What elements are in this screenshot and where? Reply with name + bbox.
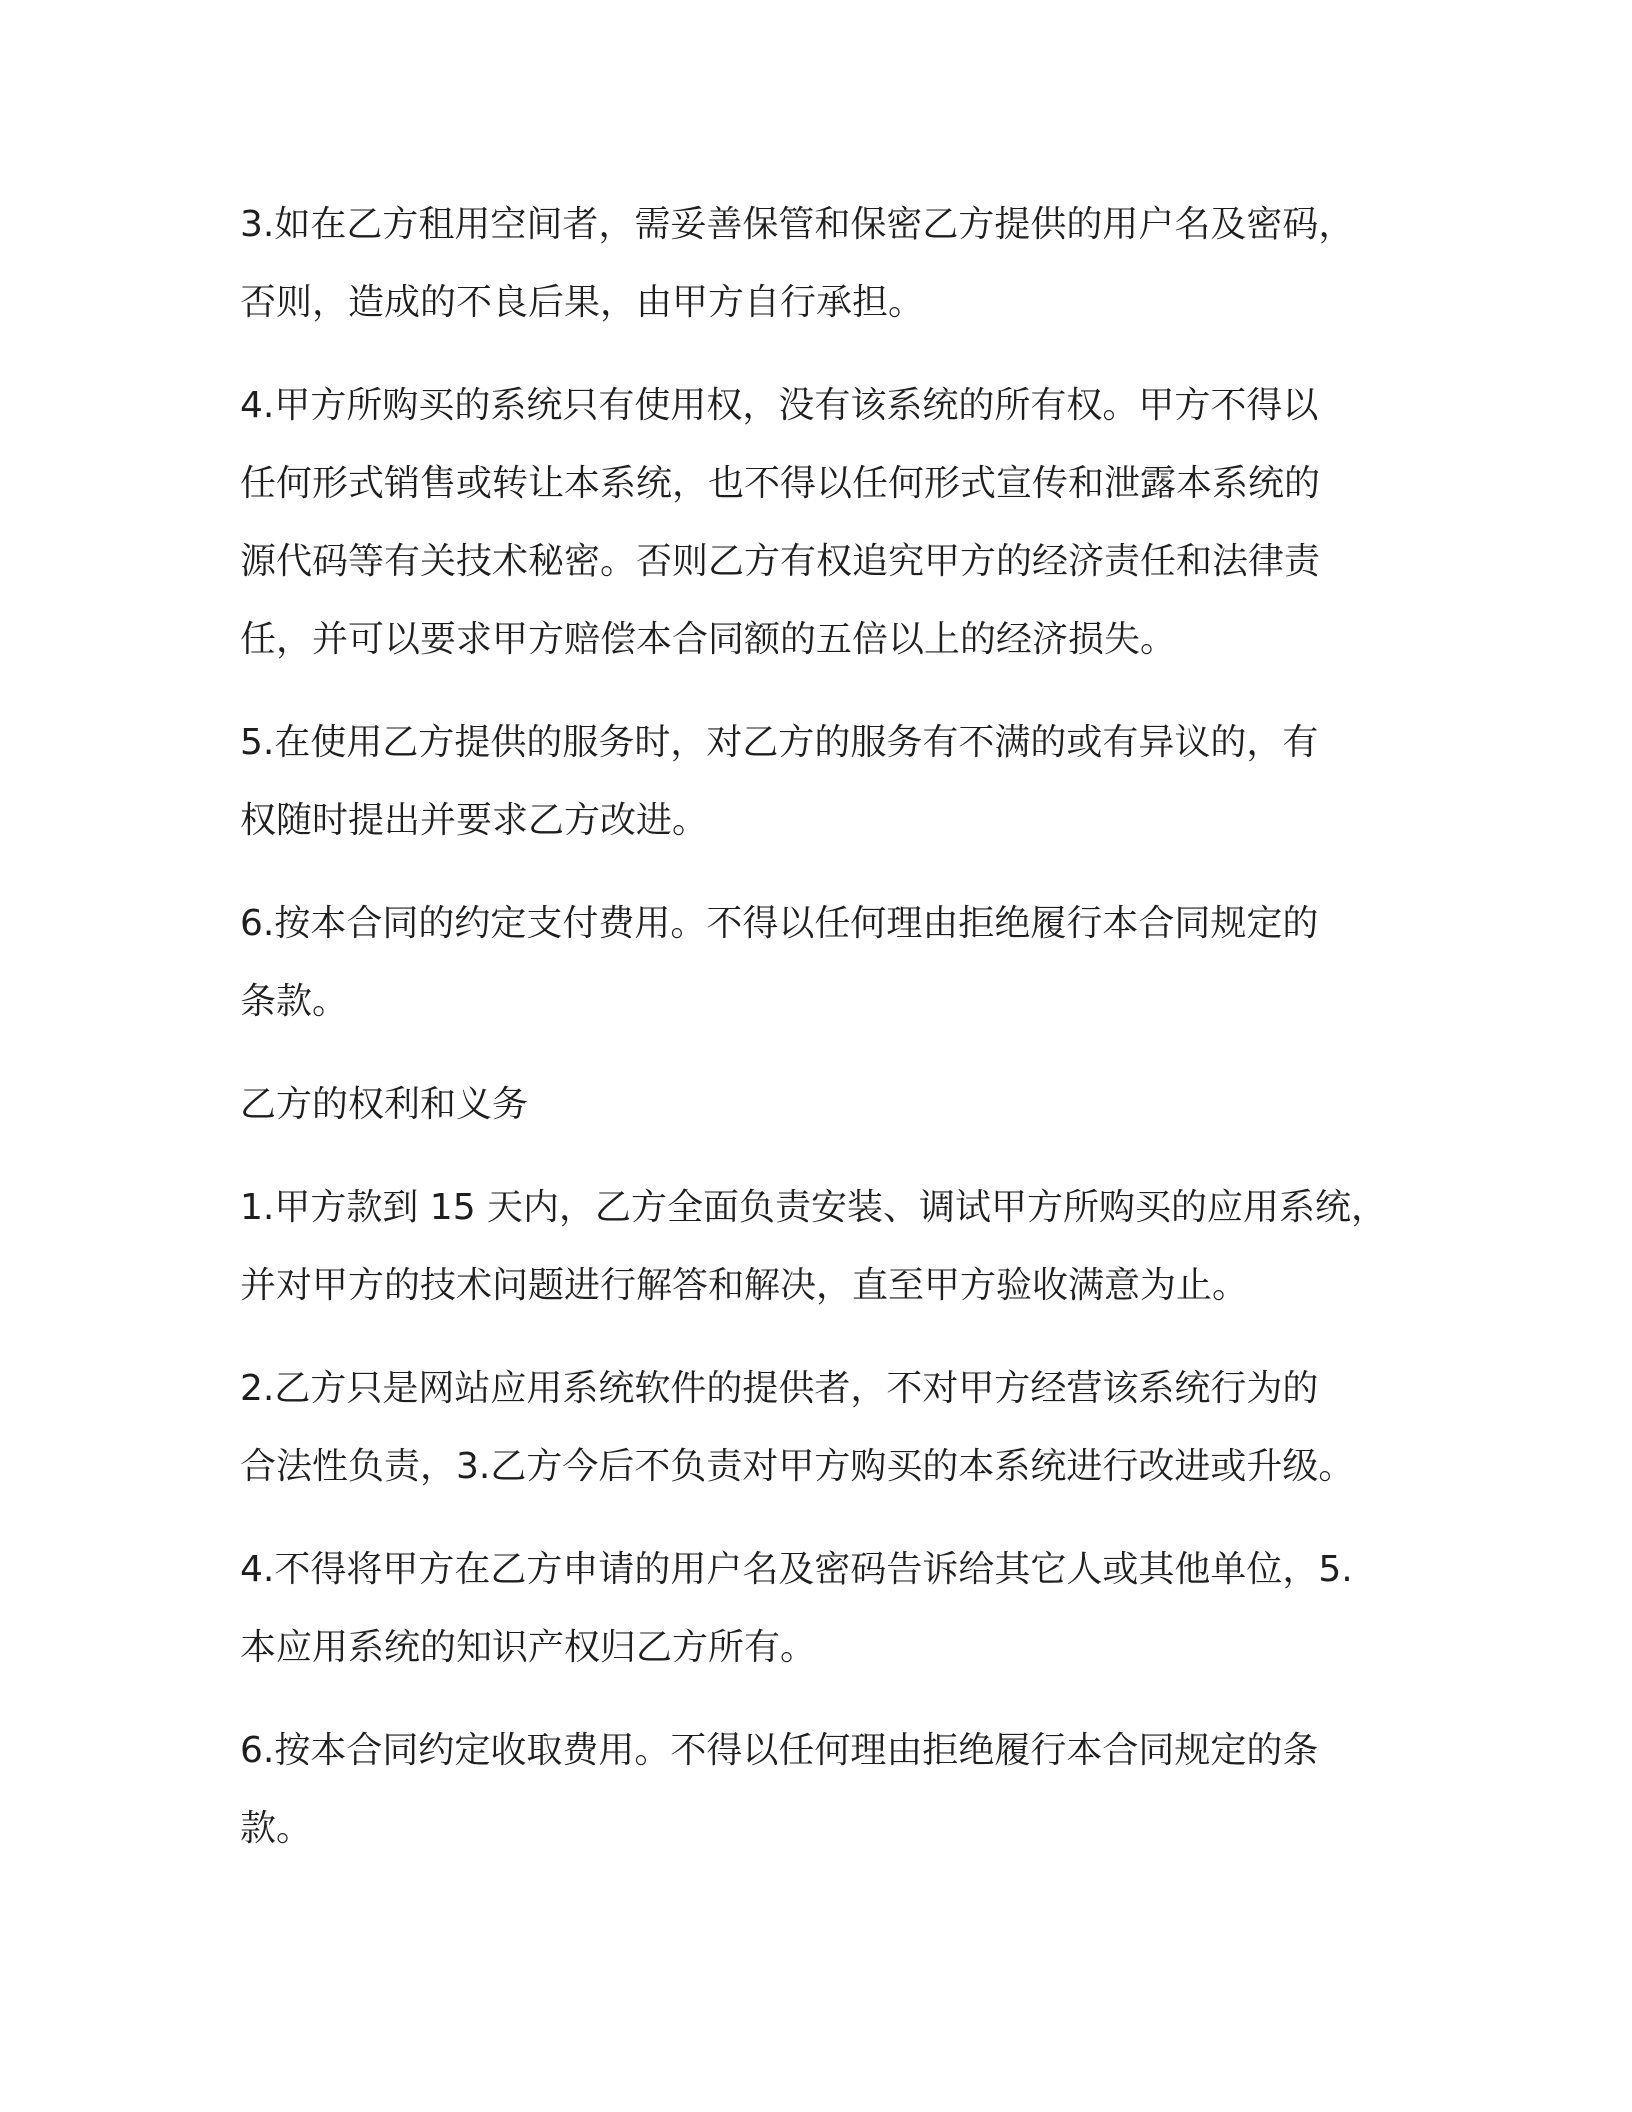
paragraph-party-a-item-6 xyxy=(240,885,1420,1041)
text-line: 源代码等有关技术秘密。否则乙方有权追究甲方的经济责任和法律责 xyxy=(240,541,1321,582)
document-body xyxy=(240,186,1420,1893)
paragraph-party-a-item-3 xyxy=(240,186,1420,342)
text-line: 条款。 xyxy=(240,981,349,1022)
text-line: 3.如在乙方租用空间者，需妥善保管和保密乙方提供的用户名及密码， xyxy=(240,204,1355,245)
text-line: 任何形式销售或转让本系统，也不得以任何形式宣传和泄露本系统的 xyxy=(240,463,1321,504)
text-line: 4.甲方所购买的系统只有使用权，没有该系统的所有权。甲方不得以 xyxy=(240,385,1319,426)
section-heading-party-b xyxy=(240,1066,1420,1144)
text-line: 2.乙方只是网站应用系统软件的提供者，不对甲方经营该系统行为的 xyxy=(240,1368,1319,1409)
text-line: 本应用系统的知识产权归乙方所有。 xyxy=(240,1627,817,1668)
text-line: 4.不得将甲方在乙方申请的用户名及密码告诉给其它人或其他单位，5. xyxy=(240,1549,1353,1590)
text-line: 款。 xyxy=(240,1808,313,1849)
text-line: 权随时提出并要求乙方改进。 xyxy=(240,800,709,841)
paragraph-party-a-item-4 xyxy=(240,367,1420,679)
text-line: 否则，造成的不良后果，由甲方自行承担。 xyxy=(240,282,925,323)
text-line: 任，并可以要求甲方赔偿本合同额的五倍以上的经济损失。 xyxy=(240,619,1177,660)
paragraph-party-b-item-4 xyxy=(240,1531,1420,1687)
text-line: 1.甲方款到 15 天内，乙方全面负责安装、调试甲方所购买的应用系统， xyxy=(240,1187,1388,1228)
paragraph-party-a-item-5 xyxy=(240,704,1420,860)
text-line: 6.按本合同约定收取费用。不得以任何理由拒绝履行本合同规定的条 xyxy=(240,1730,1319,1771)
text-line: 并对甲方的技术问题进行解答和解决，直至甲方验收满意为止。 xyxy=(240,1265,1249,1306)
paragraph-party-b-item-6 xyxy=(240,1712,1420,1868)
paragraph-party-b-item-2 xyxy=(240,1350,1420,1506)
text-line: 合法性负责，3.乙方今后不负责对甲方购买的本系统进行改进或升级。 xyxy=(240,1446,1355,1487)
heading-text: 乙方的权利和义务 xyxy=(240,1084,529,1125)
text-line: 5.在使用乙方提供的服务时，对乙方的服务有不满的或有异议的，有 xyxy=(240,722,1319,763)
paragraph-party-b-item-1 xyxy=(240,1169,1420,1325)
text-line: 6.按本合同的约定支付费用。不得以任何理由拒绝履行本合同规定的 xyxy=(240,903,1319,944)
